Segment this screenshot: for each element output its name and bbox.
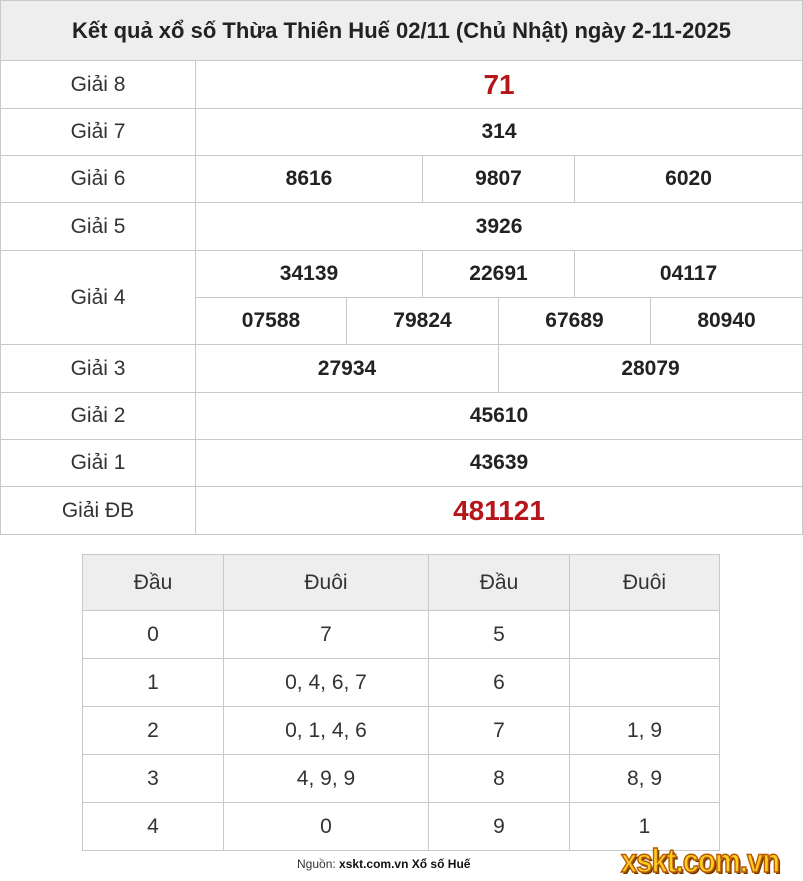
prize-value-g6-3: 6020 xyxy=(575,156,803,203)
prize-value-g4-3: 04117 xyxy=(575,251,803,298)
loto-cell xyxy=(570,659,720,707)
prize-value-g4-5: 79824 xyxy=(347,298,499,345)
prize-value-g4-6: 67689 xyxy=(499,298,651,345)
loto-row xyxy=(83,707,720,755)
prize-value-g4-2: 22691 xyxy=(423,251,575,298)
prize-value-g1: 43639 xyxy=(196,440,803,487)
loto-cell: 2 xyxy=(83,707,224,755)
loto-header-dau-2: Đầu xyxy=(429,555,570,611)
loto-cell: 6 xyxy=(429,659,570,707)
loto-header-duoi-1: Đuôi xyxy=(224,555,429,611)
loto-header-duoi-2: Đuôi xyxy=(570,555,720,611)
prize-label-g3: Giải 3 xyxy=(1,345,196,393)
loto-cell: 0, 1, 4, 6 xyxy=(224,707,429,755)
loto-row xyxy=(83,755,720,803)
prize-value-g5: 3926 xyxy=(196,203,803,251)
prize-value-g4-4: 07588 xyxy=(196,298,347,345)
loto-table xyxy=(82,554,720,851)
prize-value-g6-1: 8616 xyxy=(196,156,423,203)
prize-value-g7: 314 xyxy=(196,109,803,156)
prize-value-g3-1: 27934 xyxy=(196,345,499,393)
prize-value-g8: 71 xyxy=(196,61,803,109)
prize-label-g1: Giải 1 xyxy=(1,440,196,487)
loto-cell: 8 xyxy=(429,755,570,803)
loto-cell xyxy=(570,611,720,659)
prize-label-g5: Giải 5 xyxy=(1,203,196,251)
loto-row xyxy=(83,659,720,707)
source-site: xskt.com.vn xyxy=(339,857,409,871)
loto-cell: 0, 4, 6, 7 xyxy=(224,659,429,707)
prize-value-g6-2: 9807 xyxy=(423,156,575,203)
loto-cell: 0 xyxy=(83,611,224,659)
loto-cell: 1 xyxy=(83,659,224,707)
loto-header-dau-1: Đầu xyxy=(83,555,224,611)
prize-value-g2: 45610 xyxy=(196,393,803,440)
prize-label-g8: Giải 8 xyxy=(1,61,196,109)
loto-cell: 9 xyxy=(429,803,570,851)
prize-value-g4-7: 80940 xyxy=(651,298,803,345)
source-credit xyxy=(297,857,470,871)
prize-label-g4: Giải 4 xyxy=(1,251,196,345)
loto-cell: 7 xyxy=(224,611,429,659)
prize-value-db: 481121 xyxy=(196,487,803,535)
prize-label-db: Giải ĐB xyxy=(1,487,196,535)
loto-cell: 7 xyxy=(429,707,570,755)
source-prefix: Nguồn: xyxy=(297,857,336,871)
page-title: Kết quả xổ số Thừa Thiên Huế 02/11 (Chủ Nhật) ngày 2-11-2025 xyxy=(1,1,803,61)
loto-cell: 4, 9, 9 xyxy=(224,755,429,803)
loto-cell: 4 xyxy=(83,803,224,851)
prize-value-g3-2: 28079 xyxy=(499,345,803,393)
loto-cell: 5 xyxy=(429,611,570,659)
site-logo[interactable]: xskt.com.vn xyxy=(621,842,780,879)
prize-label-g6: Giải 6 xyxy=(1,156,196,203)
prize-value-g4-1: 34139 xyxy=(196,251,423,298)
loto-cell: 0 xyxy=(224,803,429,851)
loto-cell: 3 xyxy=(83,755,224,803)
loto-row xyxy=(83,611,720,659)
prize-label-g7: Giải 7 xyxy=(1,109,196,156)
loto-cell: 1 xyxy=(570,803,720,851)
source-name: Xổ số Huế xyxy=(411,857,471,871)
loto-cell: 8, 9 xyxy=(570,755,720,803)
loto-cell: 1, 9 xyxy=(570,707,720,755)
prize-label-g2: Giải 2 xyxy=(1,393,196,440)
